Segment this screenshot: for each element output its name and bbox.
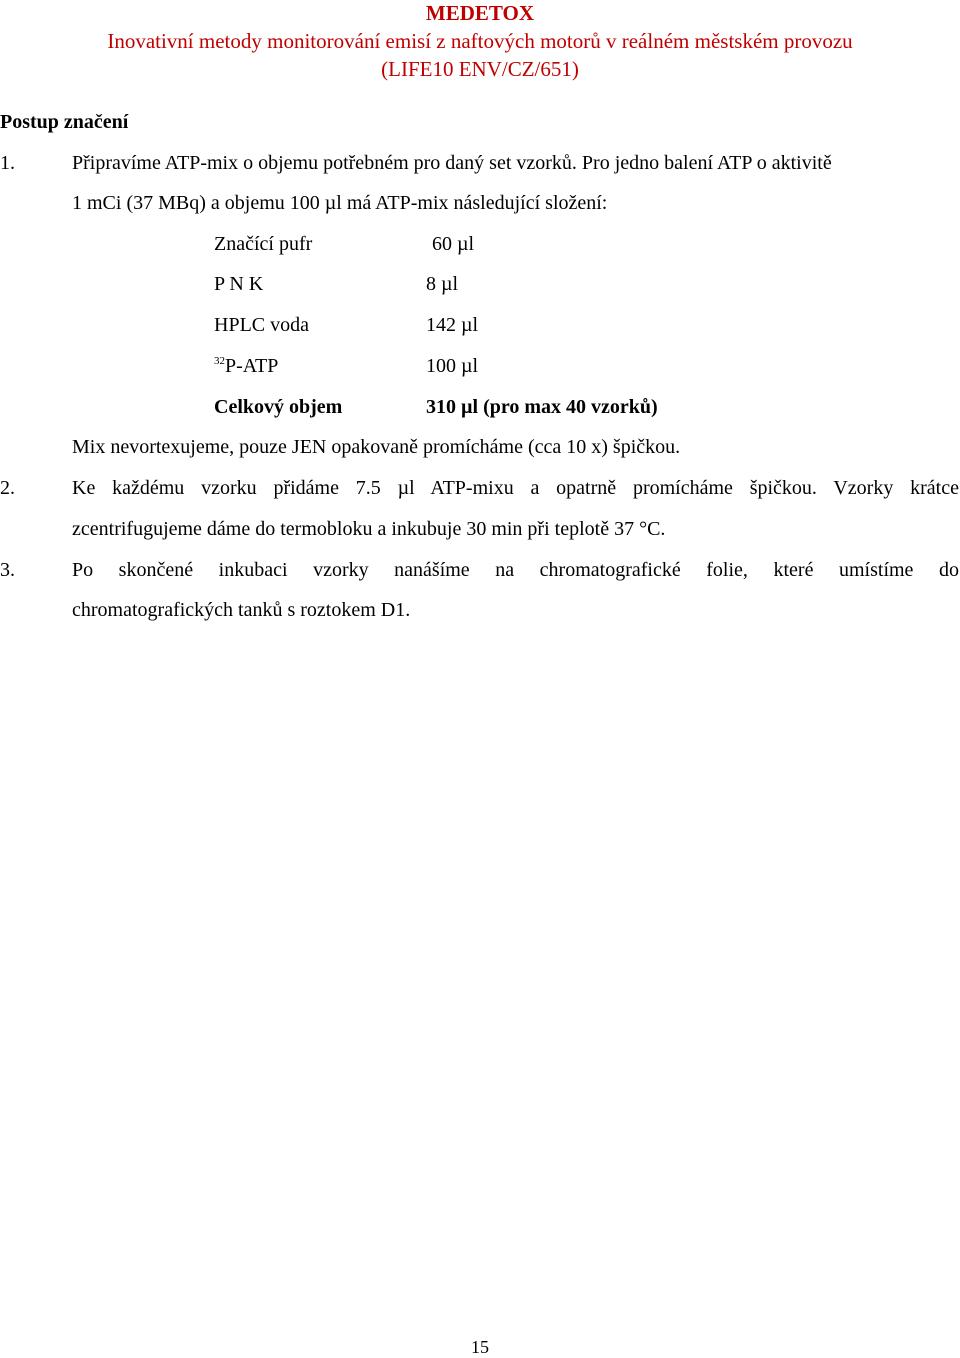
composition-item-label: P-ATP (225, 355, 279, 377)
page-number: 15 (471, 1337, 489, 1357)
composition-item-amount: 100 µl (426, 355, 479, 377)
step-text-line: Ke každému vzorku přidáme 7.5 µl ATP-mixu a opatrně promícháme špičkou. Vzorky krátce (72, 477, 959, 499)
composition-item-name (214, 354, 278, 378)
header-subtitle: Inovativní metody monitorování emisí z naftových motorů v reálném městském provozu (107, 29, 853, 53)
header-title: MEDETOX (425, 1, 535, 25)
mix-note: Mix nevortexujeme, pouze JEN opakovaně promícháme (cca 10 x) špičkou. (72, 436, 681, 458)
step-text-line: Po skončené inkubaci vzorky nanášíme na chromatografické folie, které umístíme do (72, 559, 959, 581)
composition-item-amount: 60 µl (432, 233, 475, 255)
header-project-code: (LIFE10 ENV/CZ/651) (381, 57, 579, 81)
composition-item-name: P N K (214, 273, 264, 295)
composition-item-name: Značící pufr (214, 233, 313, 255)
total-amount: 310 µl (pro max 40 vzorků) (426, 396, 658, 418)
step-text-line: zcentrifugujeme dáme do termobloku a inkubuje 30 min při teplotě 37 °C. (72, 518, 666, 540)
step-number: 3. (0, 559, 15, 581)
step-text-line: Připravíme ATP-mix o objemu potřebném pro daný set vzorků. Pro jedno balení ATP o aktivitě (72, 152, 832, 174)
composition-item-amount: 142 µl (426, 314, 479, 336)
step-text-line: chromatografických tanků s roztokem D1. (72, 599, 411, 621)
composition-item-amount: 8 µl (426, 273, 459, 295)
step-text-line: 1 mCi (37 MBq) a objemu 100 µl má ATP-mix následující složení: (72, 192, 608, 214)
step-number: 2. (0, 477, 15, 499)
isotope-superscript: 32 (214, 355, 225, 367)
total-label: Celkový objem (214, 396, 343, 418)
step-number: 1. (0, 152, 15, 174)
section-title: Postup značení (0, 111, 129, 133)
composition-item-name: HPLC voda (214, 314, 309, 336)
